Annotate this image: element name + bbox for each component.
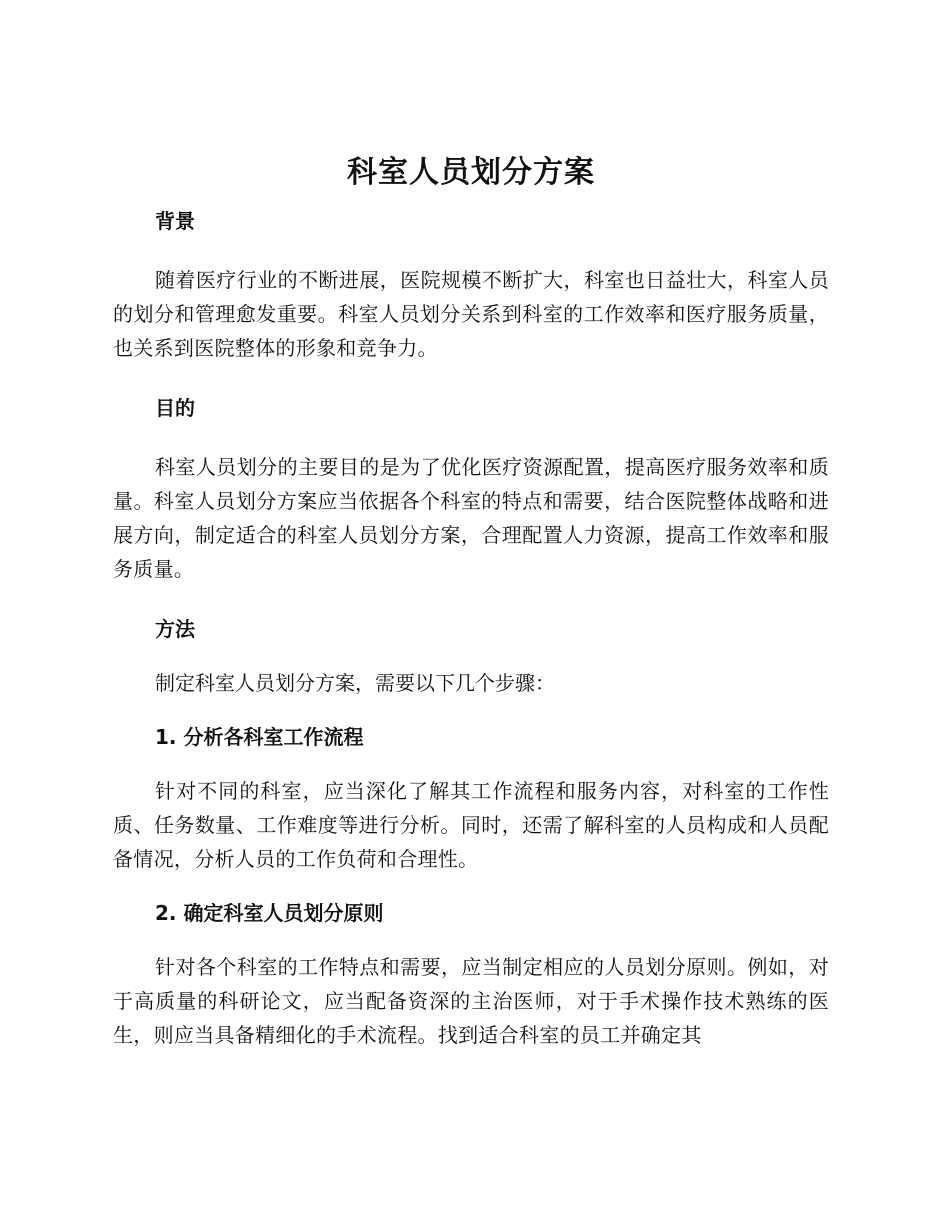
section-text-purpose: 科室人员划分的主要目的是为了优化医疗资源配置，提高医疗服务效率和质量。科室人员划分方案应当依据各个科室的特点和需要，结合医院整体战略和进展方向，制定适合的科室人员划分方案，合理配置人力资源，提高工作效率和服务质量。 [113,455,829,581]
document-title: 科室人员划分方案 [347,155,595,190]
step-heading-1: 1. 分析各科室工作流程 [155,725,364,749]
section-heading-background: 背景 [155,209,195,233]
document-page [113,148,829,1052]
section-heading-method: 方法 [155,617,195,641]
step-text-1: 针对不同的科室，应当深化了解其工作流程和服务内容，对科室的工作性质、任务数量、工作难度等进行分析。同时，还需了解科室的人员构成和人员配备情况，分析人员的工作负荷和合理性。 [113,779,829,871]
step-text-2: 针对各个科室的工作特点和需要，应当制定相应的人员划分原则。例如，对于高质量的科研论文，应当配备资深的主治医师，对于手术操作技术熟练的医生，则应当具备精细化的手术流程。找到适合科室的员工并确定其 [113,955,829,1047]
method-intro: 制定科室人员划分方案，需要以下几个步骤： [155,671,555,695]
section-heading-purpose: 目的 [155,396,195,420]
section-text-background: 随着医疗行业的不断进展，医院规模不断扩大，科室也日益壮大，科室人员的划分和管理愈发重要。科室人员划分关系到科室的工作效率和医疗服务质量，也关系到医院整体的形象和竞争力。 [113,268,829,360]
step-heading-2: 2. 确定科室人员划分原则 [155,901,384,925]
